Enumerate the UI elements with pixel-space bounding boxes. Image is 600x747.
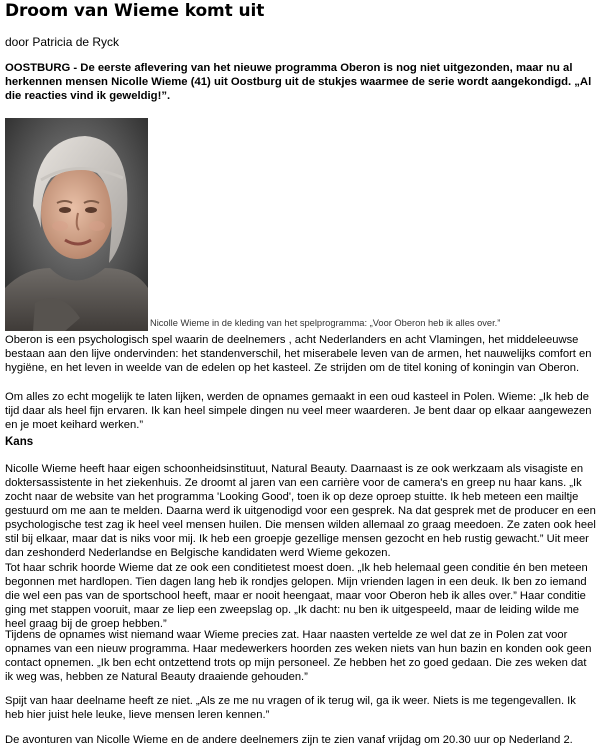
article-paragraph: Nicolle Wieme heeft haar eigen schoonheidsinstituut, Natural Beauty. Daarnaast is ze ook werkzaam als visagiste en doktersassistente in het ziekenhuis. Ze droomt al jaren van een carrière voor de camera's en greep nu haar kans. „Ik zocht naar de website van het programma 'Looking Good', toen ik op deze oproep stuitte. Ik heb meteen een mailtje gestuurd om me aan te melden. Daarna werd ik uitgenodigd voor een gesprek. Na dat gesprek met de producer en een psychologische test zag ik heel veel mensen huilen. Die mensen wilden allemaal zo graag meedoen. Ze zaten ook heel stil bij elkaar, maar dat is niks voor mij. Ik heb een groepje gezellige mensen gezocht en heb rustig gewacht.” Uit meer dan zeshonderd Nederlandse en Belgische kandidaten werd Wieme gekozen.	[5, 463, 596, 559]
portrait-photo-icon	[5, 118, 148, 331]
photo-caption: Nicolle Wieme in de kleding van het spelprogramma: „Voor Oberon heb ik alles over.”	[150, 318, 501, 328]
article-lead: OOSTBURG - De eerste aflevering van het nieuwe programma Oberon is nog niet uitgezonden, maar nu al herkennen mensen Nicolle Wieme (41) uit Oostburg uit de stukjes waarmee de serie wordt aangekondigd. „Al die reacties vind ik geweldig!”.	[5, 62, 592, 102]
portrait-illustration	[5, 118, 148, 331]
article-paragraph: Tot haar schrik hoorde Wieme dat ze ook een conditietest moest doen. „Ik heb helemaal geen conditie én ben meteen begonnen met hardlopen. Tien dagen lang heb ik rondjes gelopen. Mijn vrienden lagen in een deuk. Ik ben zo iemand die wel een pas van de sportschool heeft, maar er nooit heengaat, maar voor Oberon heb ik alles over.” Haar conditie ging met stappen vooruit, maar ze liep een zweepslag op. „Ik dacht: nu ben ik uitgespeeld, maar de leiding wilde me heel graag bij de groep hebben.”	[5, 562, 588, 630]
article-title: Droom van Wieme komt uit	[5, 1, 265, 21]
article-paragraph: Spijt van haar deelname heeft ze niet. „Als ze me nu vragen of ik terug wil, ga ik weer. Niets is me tegengevallen. Ik heb hier juist hele leuke, lieve mensen leren kennen.”	[5, 695, 576, 721]
article-byline: door Patricia de Ryck	[5, 35, 120, 49]
article-paragraph: De avonturen van Nicolle Wieme en de andere deelnemers zijn te zien vanaf vrijdag om 20.30 uur op Nederland 2.	[5, 734, 573, 746]
article-paragraph: Oberon is een psychologisch spel waarin de deelnemers , acht Nederlanders en acht Vlamingen, het middeleeuwse bestaan aan den lijve ondervinden: het standenverschil, het miserabele leven van de armen, het nauwelijks comfort en hygiëne, en het leven in weelde van de edelen op het kasteel. Ze strijden om de titel koning of koningin van Oberon.	[5, 334, 592, 374]
article-paragraph: Tijdens de opnames wist niemand waar Wieme precies zat. Haar naasten vertelde ze wel dat ze in Polen zat voor opnames van een nieuw programma. Haar medewerkers hoorden zes weken niets van hun bazin en konden ook geen contact opnemen. „Ik ben echt ontzettend trots op mijn personeel. Ze hebben het zo goed gedaan. Die zes weken dat ik weg was, hebben ze Natural Beauty draaiende gehouden.”	[5, 629, 592, 683]
article-paragraph: Om alles zo echt mogelijk te laten lijken, werden de opnames gemaakt in een oud kasteel in Polen. Wieme: „Ik heb de tijd daar als heel fijn ervaren. Ik kan heel simpele dingen nu veel meer waarderen. Je bent daar op elkaar aangewezen en je moet keihard werken.”	[5, 391, 592, 431]
section-heading: Kans	[5, 436, 34, 448]
